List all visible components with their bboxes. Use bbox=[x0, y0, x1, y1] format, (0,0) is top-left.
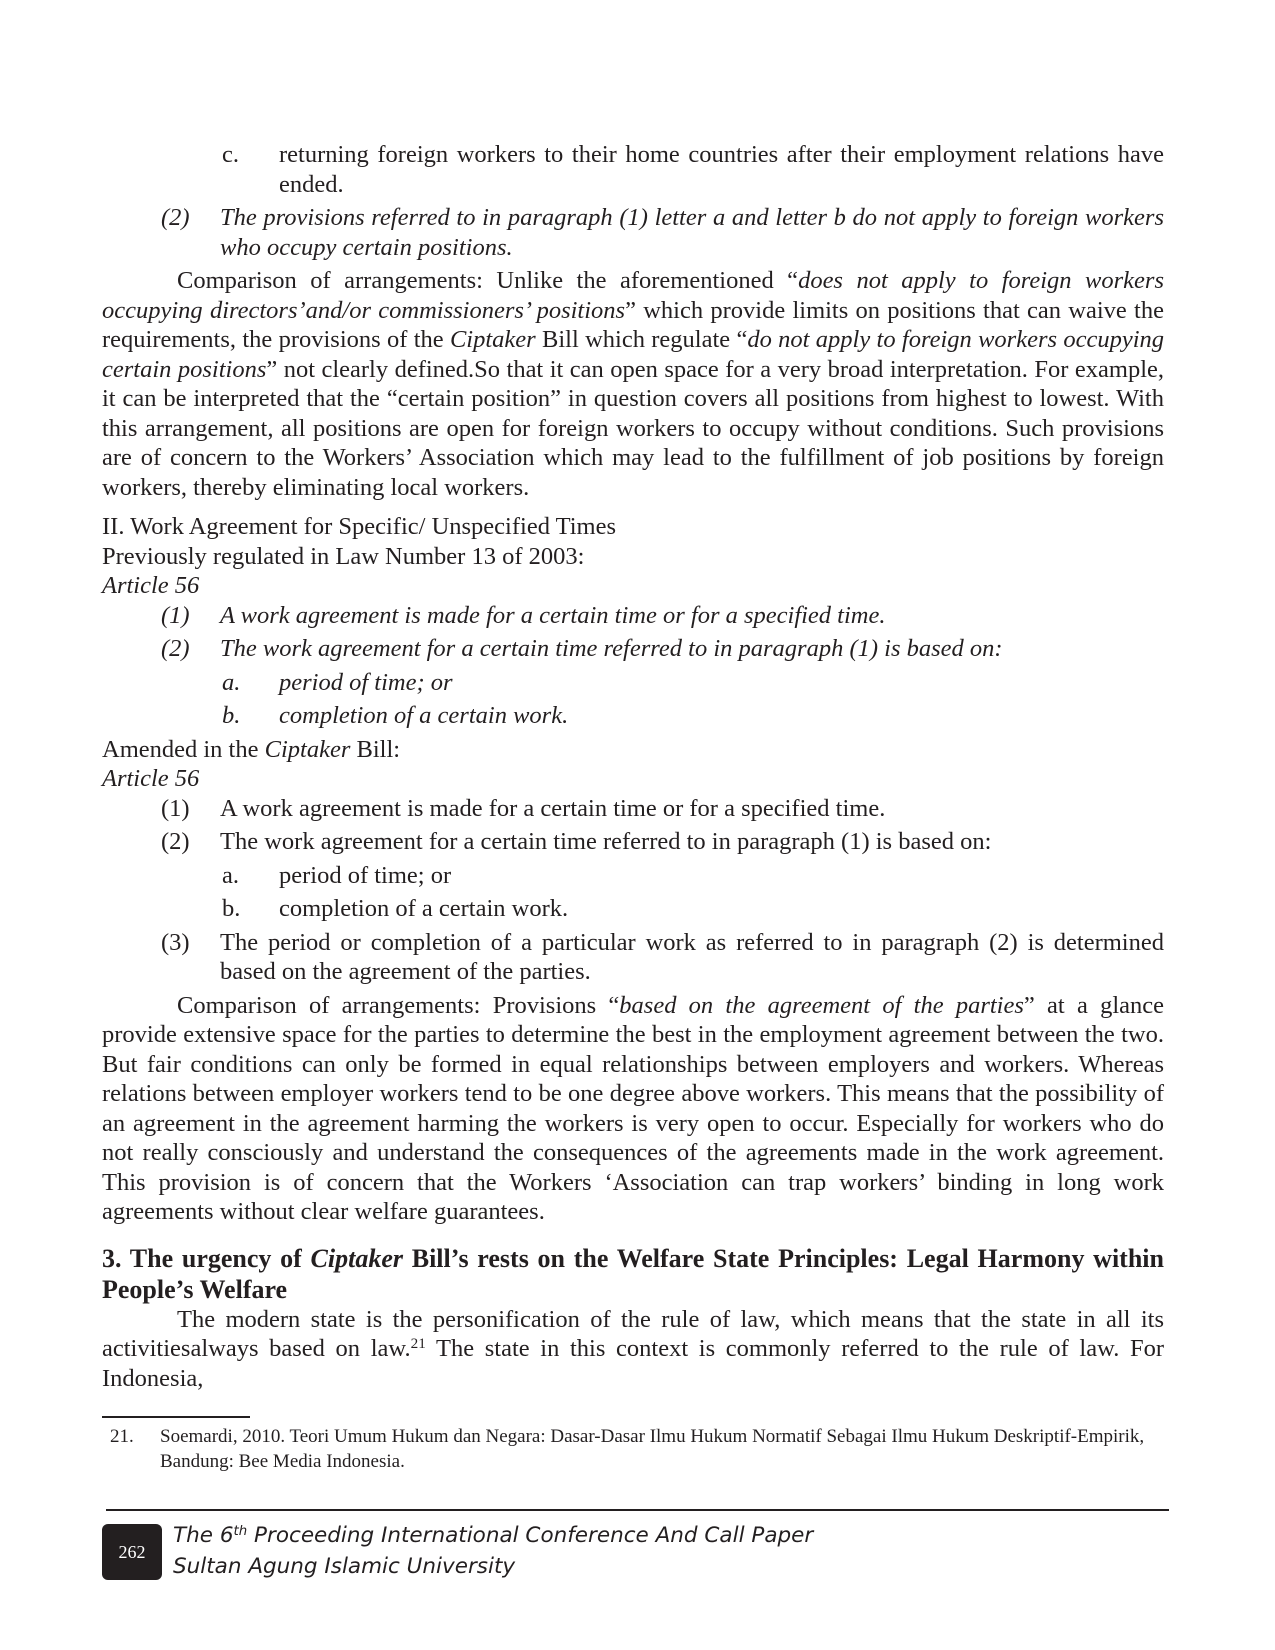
article-56-old-title: Article 56 bbox=[102, 572, 200, 599]
list-item: (1) A work agreement is made for a certain time or for a specified time. bbox=[161, 601, 886, 629]
list-item-text: returning foreign workers to their home countries after their employment relations have ended. bbox=[279, 141, 1164, 198]
modern-state-paragraph: The modern state is the personification of the rule of law, which means that the state in all its activitiesalways based on law.$^{21}$ The state in this context is commonly referred to the rule of law. For Indonesia, bbox=[102, 1305, 1165, 1392]
footnote-reference: 21 bbox=[410, 1335, 426, 1353]
old-article-56 bbox=[102, 601, 1164, 731]
page-number-badge: 262 bbox=[102, 1524, 162, 1580]
list-item: (3) The period or completion of a particular work as referred to in paragraph (2) is determined based on the agreement of the parties. bbox=[161, 928, 1164, 985]
page-body bbox=[102, 140, 1164, 1393]
list-item: a. period of time; or bbox=[222, 668, 453, 696]
list-item: b. completion of a certain work. bbox=[222, 895, 569, 922]
amended-heading: Amended in the Ciptaker Bill: bbox=[102, 735, 401, 763]
conference-footer bbox=[173, 1520, 813, 1582]
new-article-56 bbox=[102, 794, 1164, 987]
list-marker: (2) bbox=[161, 204, 190, 231]
section-2-title: II. Work Agreement for Specific/ Unspecified Times bbox=[102, 513, 617, 540]
list-item: (2) The work agreement for a certain time referred to in paragraph (1) is based on: bbox=[161, 635, 1003, 662]
previously-regulated: Previously regulated in Law Number 13 of 2003: bbox=[102, 542, 585, 570]
conference-title: The 6th Proceeding International Conference And Call Paper bbox=[173, 1523, 814, 1548]
university-name: Sultan Agung Islamic University bbox=[173, 1554, 516, 1579]
comparison-paragraph-2: Comparison of arrangements: Provisions “based on the agreement of the parties” at a glance provide extensive space for the parties to determine the best in the employment agreement between the two. But fair conditions can only be formed in equal relationships between employers and workers. Whereas relations between employer workers tend to be one degree above workers. This means that the possibility of an agreement in the agreement harming the workers is very open to occur. Especially for workers who do not really consciously and understand the consequences of the agreements made in the work agreement. This provision is of concern that the Workers ‘Association can trap workers’ binding in long work agreements without clear welfare guarantees. bbox=[102, 991, 1165, 1225]
list-item-c bbox=[222, 140, 1164, 199]
footnote-text: Soemardi, 2010. Teori Umum Hukum dan Negara: Dasar-Dasar Ilmu Hukum Normatif Sebagai Ilmu Hukum Deskriptif-Empirik, Bandung: Bee Media Indonesia. bbox=[160, 1426, 1145, 1472]
list-item: (2) The work agreement for a certain time referred to in paragraph (1) is based on: bbox=[161, 828, 992, 855]
footnote-separator bbox=[102, 1416, 250, 1418]
list-item: a. period of time; or bbox=[222, 861, 452, 889]
section-3-heading: 3. The urgency of Ciptaker Bill’s rests on the Welfare State Principles: Legal Harmony within People’s Welfare bbox=[102, 1243, 1164, 1304]
list-item-text: The provisions referred to in paragraph (1) letter a and letter b do not apply to foreign workers who occupy certain positions. bbox=[220, 204, 1164, 261]
article-56-new-title: Article 56 bbox=[102, 765, 200, 792]
list-item: b. completion of a certain work. bbox=[222, 702, 569, 729]
footnote-number: 21. bbox=[110, 1426, 134, 1447]
list-item: (1) A work agreement is made for a certain time or for a specified time. bbox=[161, 794, 886, 822]
footer-rule bbox=[106, 1509, 1169, 1511]
footnote-21 bbox=[110, 1424, 1166, 1474]
paragraph-2-italic bbox=[161, 203, 1164, 262]
comparison-paragraph-1: Comparison of arrangements: Unlike the aforementioned “does not apply to foreign workers occupying directors’and/or commissioners’ positions” which provide limits on positions that can waive the requirements, the provisions of the Ciptaker Bill which regulate “do not apply to foreign workers occupying certain positions” not clearly defined.So that it can open space for a very broad interpretation. For example, it can be interpreted that the “certain position” in question covers all positions from highest to lowest. With this arrangement, all positions are open for foreign workers to occupy without conditions. Such provisions are of concern to the Workers’ Association which may lead to the fulfillment of job positions by foreign workers, thereby eliminating local workers. bbox=[102, 267, 1165, 501]
list-marker: c. bbox=[222, 141, 239, 168]
